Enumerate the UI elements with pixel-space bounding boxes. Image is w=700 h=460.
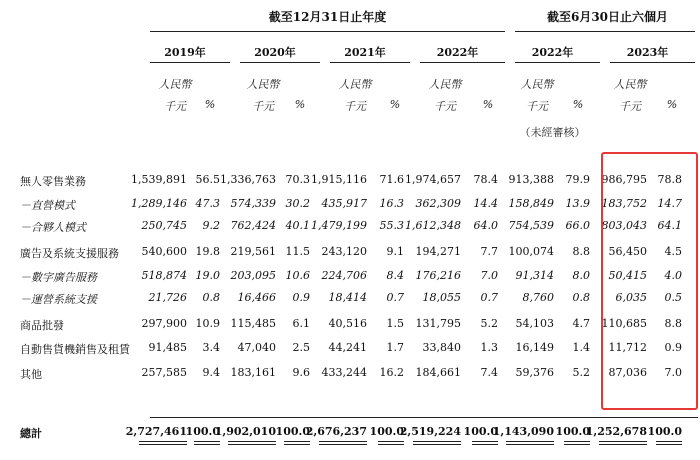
percent-cell: 8.0 [572, 269, 590, 282]
amount-cell: 16,149 [515, 341, 554, 354]
amount-cell: 18,414 [328, 291, 367, 304]
amount-cell: 18,055 [422, 291, 461, 304]
currency-label: 人民幣 [246, 78, 280, 91]
percent-label: % [482, 98, 494, 111]
total-top-rule [150, 417, 698, 418]
total-percent-cell: 100.0 [185, 425, 220, 438]
amount-cell: 110,685 [601, 317, 647, 330]
percent-cell: 0.9 [664, 341, 682, 354]
percent-cell: 14.4 [473, 197, 498, 210]
unit-label: 千元 [619, 100, 641, 113]
amount-cell: 50,415 [608, 269, 647, 282]
percent-cell: 8.8 [664, 317, 682, 330]
percent-cell: 0.8 [202, 291, 220, 304]
row-label: －直營模式 [20, 199, 75, 212]
percent-cell: 0.7 [480, 291, 498, 304]
percent-cell: 3.4 [202, 341, 220, 354]
percent-cell: 71.6 [379, 173, 404, 186]
percent-cell: 4.7 [572, 317, 590, 330]
row-label: 其他 [20, 368, 42, 381]
total-double-underline [228, 441, 276, 445]
percent-cell: 9.1 [386, 245, 404, 258]
percent-cell: 13.9 [565, 197, 590, 210]
amount-cell: 913,388 [508, 173, 554, 186]
amount-cell: 59,376 [515, 366, 554, 379]
total-double-underline [139, 441, 187, 445]
percent-cell: 78.8 [657, 173, 682, 186]
amount-cell: 257,585 [141, 366, 187, 379]
total-amount-cell: 2,727,461 [125, 425, 187, 438]
percent-cell: 5.2 [480, 317, 498, 330]
total-double-underline [378, 441, 404, 445]
year-header: 2022年 [531, 46, 574, 59]
total-amount-cell: 2,519,224 [399, 425, 461, 438]
unaudited-note: （未經審核） [519, 126, 586, 139]
total-amount-cell: 1,252,678 [585, 425, 647, 438]
amount-cell: 8,760 [522, 291, 554, 304]
year-underline [610, 62, 695, 63]
percent-cell: 11.5 [285, 245, 310, 258]
amount-cell: 224,706 [321, 269, 367, 282]
percent-cell: 10.6 [285, 269, 310, 282]
percent-cell: 78.4 [473, 173, 498, 186]
percent-cell: 1.5 [386, 317, 404, 330]
year-underline [515, 62, 600, 63]
amount-cell: 194,271 [415, 245, 461, 258]
unit-label: 千元 [434, 100, 456, 113]
header-group-year-end: 截至12月31日止年度 [268, 10, 387, 24]
percent-cell: 4.5 [664, 245, 682, 258]
unit-label: 千元 [164, 100, 186, 113]
percent-cell: 0.9 [292, 291, 310, 304]
amount-cell: 184,661 [415, 366, 461, 379]
amount-cell: 1,915,116 [311, 173, 367, 186]
percent-cell: 9.2 [202, 219, 220, 232]
amount-cell: 115,485 [230, 317, 276, 330]
percent-cell: 1.4 [572, 341, 590, 354]
header-divider [150, 31, 505, 32]
total-percent-cell: 100.0 [369, 425, 404, 438]
header-group-six-months: 截至6月30日止六個月 [546, 10, 669, 24]
percent-cell: 4.0 [664, 269, 682, 282]
year-underline [330, 62, 410, 63]
amount-cell: 754,539 [508, 219, 554, 232]
amount-cell: 518,874 [141, 269, 187, 282]
row-label: －合夥人模式 [20, 221, 86, 234]
amount-cell: 91,314 [515, 269, 554, 282]
amount-cell: 56,450 [608, 245, 647, 258]
percent-cell: 1.3 [480, 341, 498, 354]
total-label: 總計 [20, 427, 42, 440]
percent-cell: 16.2 [379, 366, 404, 379]
total-double-underline [194, 441, 220, 445]
amount-cell: 986,795 [601, 173, 647, 186]
total-double-underline [472, 441, 498, 445]
amount-cell: 540,600 [141, 245, 187, 258]
amount-cell: 183,161 [230, 366, 276, 379]
amount-cell: 1,539,891 [131, 173, 187, 186]
unit-label: 千元 [526, 100, 548, 113]
percent-cell: 10.9 [195, 317, 220, 330]
total-percent-cell: 100.0 [463, 425, 498, 438]
total-percent-cell: 100.0 [555, 425, 590, 438]
total-percent-cell: 100.0 [647, 425, 682, 438]
percent-label: % [389, 98, 401, 111]
currency-label: 人民幣 [428, 78, 462, 91]
percent-cell: 47.3 [195, 197, 220, 210]
amount-cell: 100,074 [508, 245, 554, 258]
row-label: 廣告及系統支援服務 [20, 247, 119, 260]
amount-cell: 131,795 [415, 317, 461, 330]
percent-cell: 56.5 [195, 173, 220, 186]
year-header: 2020年 [254, 46, 296, 59]
amount-cell: 40,516 [328, 317, 367, 330]
percent-cell: 0.5 [664, 291, 682, 304]
amount-cell: 6,035 [615, 291, 647, 304]
unit-label: 千元 [344, 100, 366, 113]
percent-cell: 70.3 [285, 173, 310, 186]
highlight-box [601, 152, 698, 410]
total-double-underline [284, 441, 310, 445]
year-header: 2022年 [436, 46, 479, 59]
amount-cell: 250,745 [141, 219, 187, 232]
percent-cell: 19.8 [195, 245, 220, 258]
year-header: 2021年 [344, 46, 386, 59]
amount-cell: 1,974,657 [405, 173, 461, 186]
percent-cell: 64.0 [473, 219, 498, 232]
total-percent-cell: 100.0 [275, 425, 310, 438]
percent-label: % [666, 98, 678, 111]
percent-cell: 5.2 [572, 366, 590, 379]
amount-cell: 47,040 [237, 341, 276, 354]
row-label: －運營系統支援 [20, 293, 97, 306]
percent-cell: 14.7 [657, 197, 682, 210]
percent-cell: 30.2 [285, 197, 310, 210]
amount-cell: 33,840 [422, 341, 461, 354]
total-amount-cell: 1,902,010 [214, 425, 276, 438]
total-amount-cell: 1,143,090 [492, 425, 554, 438]
row-label: 無人零售業務 [20, 175, 86, 188]
amount-cell: 44,241 [328, 341, 367, 354]
amount-cell: 433,244 [321, 366, 367, 379]
percent-cell: 40.1 [285, 219, 310, 232]
percent-label: % [204, 98, 216, 111]
amount-cell: 91,485 [148, 341, 187, 354]
total-amount-cell: 2,676,237 [305, 425, 367, 438]
year-header: 2019年 [164, 46, 206, 59]
percent-cell: 0.7 [386, 291, 404, 304]
total-double-underline [506, 441, 554, 445]
year-header: 2023年 [626, 46, 669, 59]
amount-cell: 1,479,199 [311, 219, 367, 232]
amount-cell: 435,917 [321, 197, 367, 210]
currency-label: 人民幣 [158, 78, 192, 91]
currency-label: 人民幣 [338, 78, 372, 91]
currency-label: 人民幣 [520, 78, 554, 91]
year-underline [240, 62, 320, 63]
row-label: 自動售貨機銷售及租賃 [20, 343, 130, 356]
percent-cell: 2.5 [292, 341, 310, 354]
amount-cell: 203,095 [230, 269, 276, 282]
amount-cell: 1,612,348 [405, 219, 461, 232]
total-double-underline [413, 441, 461, 445]
amount-cell: 219,561 [230, 245, 276, 258]
amount-cell: 183,752 [601, 197, 647, 210]
amount-cell: 243,120 [321, 245, 367, 258]
percent-cell: 1.7 [386, 341, 404, 354]
percent-cell: 19.0 [195, 269, 220, 282]
percent-cell: 7.0 [664, 366, 682, 379]
total-double-underline [599, 441, 647, 445]
row-label: 商品批發 [20, 319, 64, 332]
percent-cell: 55.3 [379, 219, 404, 232]
amount-cell: 21,726 [148, 291, 187, 304]
amount-cell: 158,849 [508, 197, 554, 210]
total-double-underline [656, 441, 682, 445]
percent-cell: 9.4 [202, 366, 220, 379]
amount-cell: 176,216 [415, 269, 461, 282]
percent-cell: 66.0 [565, 219, 590, 232]
unit-label: 千元 [252, 100, 274, 113]
amount-cell: 87,036 [608, 366, 647, 379]
percent-cell: 9.6 [292, 366, 310, 379]
percent-cell: 8.8 [572, 245, 590, 258]
currency-label: 人民幣 [613, 78, 647, 91]
row-label: －數字廣告服務 [20, 271, 97, 284]
percent-cell: 64.1 [657, 219, 682, 232]
amount-cell: 1,289,146 [131, 197, 187, 210]
percent-cell: 7.0 [480, 269, 498, 282]
percent-cell: 8.4 [386, 269, 404, 282]
total-double-underline [319, 441, 367, 445]
amount-cell: 11,712 [608, 341, 647, 354]
amount-cell: 803,043 [601, 219, 647, 232]
amount-cell: 54,103 [515, 317, 554, 330]
percent-cell: 79.9 [565, 173, 590, 186]
amount-cell: 762,424 [230, 219, 276, 232]
percent-cell: 0.8 [572, 291, 590, 304]
percent-label: % [572, 98, 584, 111]
amount-cell: 1,336,763 [220, 173, 276, 186]
header-divider [515, 31, 695, 32]
year-underline [420, 62, 505, 63]
percent-cell: 6.1 [292, 317, 310, 330]
amount-cell: 362,309 [415, 197, 461, 210]
percent-cell: 7.4 [480, 366, 498, 379]
total-double-underline [564, 441, 590, 445]
amount-cell: 574,339 [230, 197, 276, 210]
percent-cell: 16.3 [379, 197, 404, 210]
year-underline [150, 62, 230, 63]
percent-label: % [294, 98, 306, 111]
amount-cell: 16,466 [237, 291, 276, 304]
amount-cell: 297,900 [141, 317, 187, 330]
percent-cell: 7.7 [480, 245, 498, 258]
